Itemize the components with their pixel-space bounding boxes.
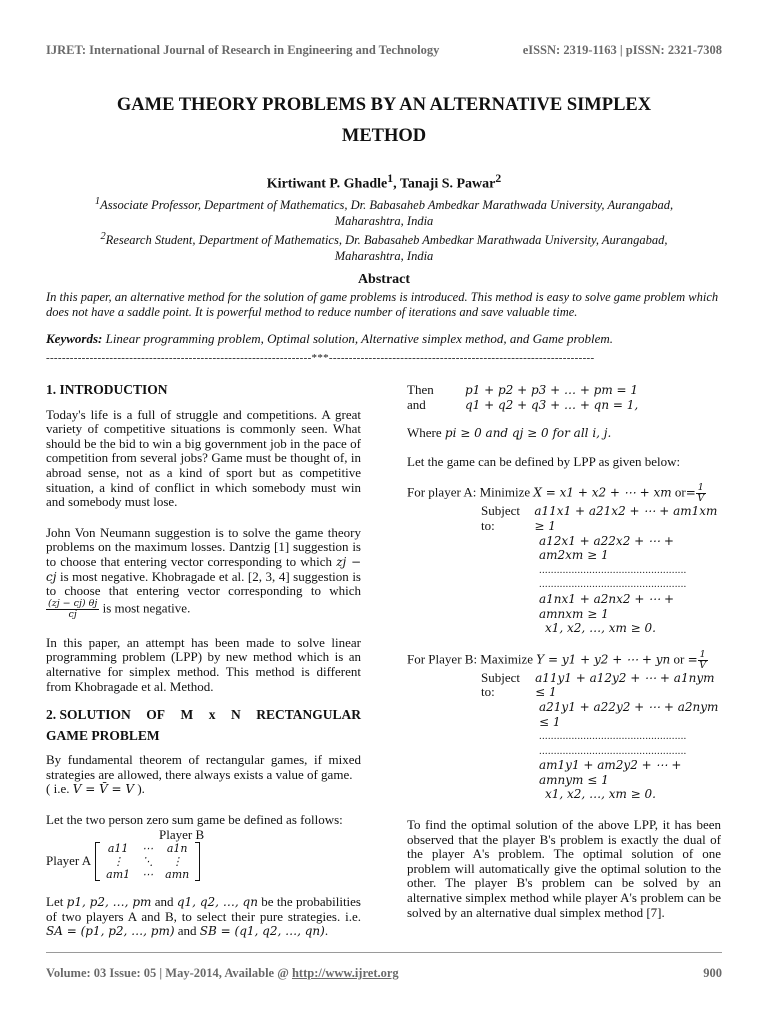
lpp-intro: Let the game can be defined by LPP as given below: [407,453,681,469]
eq-p-row: Then p1 + p2 + p3 + … + pm = 1 [407,382,639,397]
payoff-matrix-block [46,842,361,881]
abstract-text: In this paper, an alternative method for the solution of game problems is introduced. This method is easy to solve game problem which does not have a saddle point. It is powerful method to reduce number of iterations and save valuable time. [46,290,719,319]
player-a-nonneg: x1, x2, …, xm ≥ 0. [545,621,656,636]
journal-name: IJRET: International Journal of Research in Engineering and Technology [46,43,440,57]
page-footer: Volume: 03 Issue: 05 | May-2014, Available @ http://www.ijret.org 900 [46,966,722,980]
player-b-nonneg: x1, x2, …, xm ≥ 0. [545,787,656,802]
player-b-constraint-3: am1y1 + am2y2 + ⋯ + amnym ≤ 1 [539,758,682,787]
section-2-heading: 2. SOLUTION OF M x N RECTANGULAR [46,707,361,723]
running-header [46,43,722,61]
player-a-constraint-1: Subject to: a11x1 + a21x2 + ⋯ + am1xm ≥ 1 [481,503,718,533]
paper-title: GAME THEORY PROBLEMS BY AN ALTERNATIVE SIMPLEX METHOD [116,95,652,146]
right-column: Then p1 + p2 + p3 + … + pm = 1 and q1 + q2 + q3 + … + qn = 1, Where pi ≥ 0 and qj ≥ 0 for all i, j. Let the game can be defined by LPP as given below: For player A: Minimize X = x1 + x2 + ⋯ + xm or= $\frac{1}{V}$ Subject to: a11x1 + a21x2 + ⋯ + am1xm ≥ 1 a12x1 + a22x2 + ⋯ + am2xm ≥ 1 .................................................. .................................................. a1nx1 + a2nx2 + ⋯ + amnxm ≥ 1 x1, x2, …, xm ≥ 0. For Player B: Maximize Y = y1 + y2 + ⋯ + yn or = $\frac{1}{V}$ Subject to: a11y1 + a12y2 + ⋯ + a1nym ≤ 1 a21y1 + a22y2 + ⋯ + a2nym ≤ 1 .................................................. .................................................. am1y1 + am2y2 + ⋯ + amnym ≤ 1 x1, x2, …, xm ≥ 0. To find the optimal solution of the above LPP, it has been observed that the player B's problem is exactly the dual of the player A's problem. The optimal solution of one problem will automatically give the optimal solution to the other. The player B's problem can be solved by an alternative simplex method while player A's problem can be solved by an alternative dual simplex method [7]. [407,382,721,920]
player-a-objective: For player A: Minimize X = x1 + x2 + ⋯ + xm or= $\frac{1}{V}$ [407,482,705,505]
abstract-heading: Abstract [357,272,411,287]
intro-paragraph-1: Today's life is a full of struggle and competitions. A great variety of competitive situations is commonly seen. What should be the bid to win a big government job in the pace of competition from several jobs? Game must be thought of, in abroad sense, not as a kind of sport but as competitive situation, a kind of conflict in which somebody must win and somebody must lose. [46,406,361,510]
left-column [46,383,361,939]
player-b-constraint-2: a21y1 + a22y2 + ⋯ + a2nym ≤ 1 [539,699,719,729]
player-a-constraint-3: a1nx1 + a2nx2 + ⋯ + amnxm ≥ 1 [539,591,675,621]
player-b-objective: For Player B: Maximize Y = y1 + y2 + ⋯ + yn or = $\frac{1}{V}$ [407,648,707,671]
eq-q-row: and q1 + q2 + q3 + … + qn = 1, [407,396,639,412]
footer-rule [46,952,722,953]
section-separator: -------------------------------------------------------------------***------------------------------------------------------------------- [46,352,595,364]
duality-paragraph: To find the optimal solution of the above LPP, it has been observed that the player B's problem is exactly the dual of the player A's problem. The optimal solution of one problem will automatically give the optimal solution to the other. The player B's problem can be solved by an alternative simplex method while player A's problem can be solved by an alternative dual simplex method [7]. [407,817,721,920]
player-b-label: Player B [159,826,205,842]
journal-link[interactable]: http://www.ijret.org [291,966,399,980]
payoff-matrix: a11 ⋯ a1n ⋮ ⋱ ⋮ am1 ⋯ amn [95,842,200,881]
intro-paragraph-3: In this paper, an attempt has been made to solve linear programming problem (LPP) by new method which is an alternative for simplex method. This method is different from Khobragade et al. Method. [46,634,361,694]
nonnegativity: Where pi ≥ 0 and qj ≥ 0 for all i, j. [407,425,612,441]
intro-paragraph-2: John Von Neumann suggestion is to solve the game theory problems on the maximum losses. Dantzig [1] suggestion is to choose that entering vector corresponding to which zj − cj is most negative. Khobragade et al. [2, 3, 4] suggestion is to choose that entering vector corresponding to which $\frac{(zj - cj) \theta j}{cj}$ is most negative. [46,524,362,620]
section-1-heading: 1. INTRODUCTION [46,382,168,397]
page-number: 900 [703,966,722,980]
ratio-fraction: $\frac{(zj - cj) \theta j}{cj}$ [48,597,98,620]
issn: eISSN: 2319-1163 | pISSN: 2321-7308 [522,43,722,57]
section-2-paragraph-3: Let p1, p2, …, pm and q1, q2, …, qn be the probabilities of two players A and B, to select their pure strategies. i.e. SA = (p1, p2, …, pm) and SB = (q1, q2, …, qn). [46,894,361,939]
section-2-paragraph-1: By fundamental theorem of rectangular games, if mixed strategies are allowed, there always exists a value of game. ( i.e. V = V̄ = V ). [46,752,361,797]
player-a-label: Player A [46,853,92,869]
player-b-constraint-1: Subject to: a11y1 + a12y2 + ⋯ + a1nym ≤ 1 [481,669,715,700]
section-2-heading-line2: GAME PROBLEM [46,727,160,743]
section-2-paragraph-2: Let the two person zero sum game be defined as follows: [46,812,343,828]
player-a-constraint-2: a12x1 + a22x2 + ⋯ + am2xm ≥ 1 [539,533,674,563]
affiliations: $^1$Associate Professor, Department of Mathematics, Dr. Babasaheb Ambedkar Marathwada University, Aurangabad, Maharashtra, India $^2$Research Student, Department of Mathematics, Dr. Babasaheb Ambedkar Marathwada University, Aurangabad, Maharashtra, India [94,196,674,263]
authors: Kirtiwant P. Ghadle$^1$, Tanaji S. Pawar$^2$ [266,172,502,192]
author-2: Tanaji S. Pawar [399,176,496,192]
keywords: Keywords: Linear programming problem, Optimal solution, Alternative simplex method, and Game problem. [46,331,614,346]
author-1: Kirtiwant P. Ghadle [266,176,388,192]
